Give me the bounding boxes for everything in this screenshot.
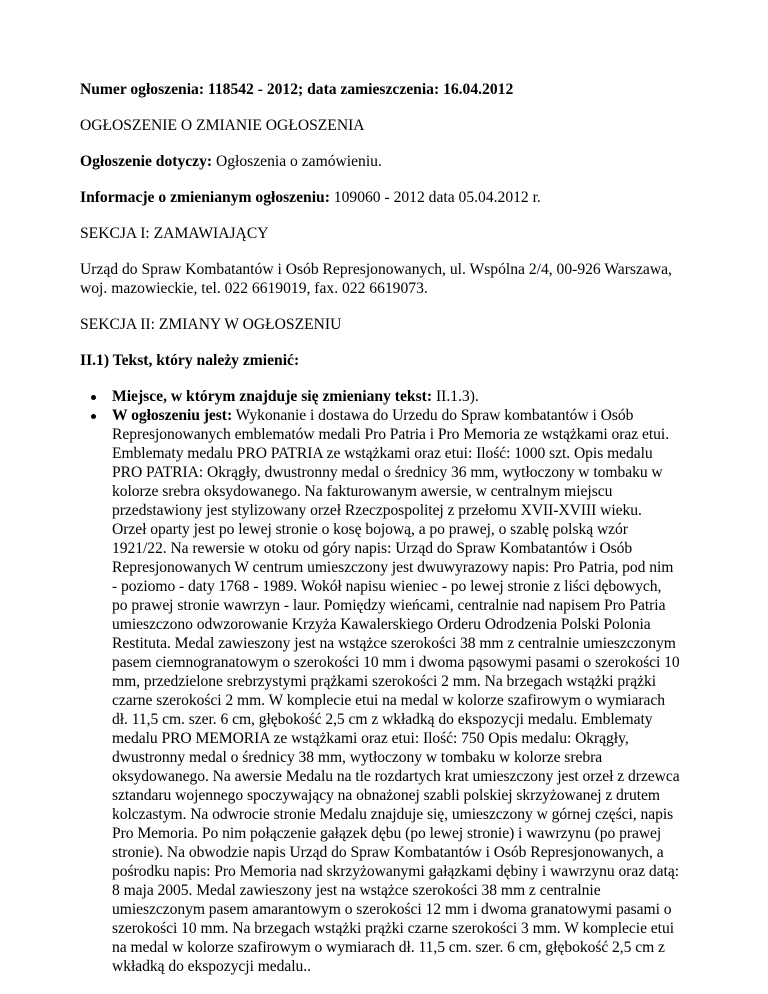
document-page bbox=[80, 80, 680, 976]
notice-about-value: Ogłoszenia o zamówieniu. bbox=[212, 153, 382, 170]
current-text-label: W ogłoszeniu jest: bbox=[112, 407, 233, 424]
change-location-value: II.1.3). bbox=[432, 388, 479, 405]
change-location-label: Miejsce, w którym znajduje się zmieniany tekst: bbox=[112, 388, 433, 405]
notice-about bbox=[80, 152, 680, 171]
current-text-value: Wykonanie i dostawa do Urzedu do Spraw kombatantów i Osób Represjonowanych emblematów medali Pro Patria i Pro Memoria ze wstążkami oraz etui. Emblematy medalu PRO PATRIA ze wstążkami oraz etui: Ilość: 1000 szt. Opis medalu PRO PATRIA: Okrągły, dwustronny medal o średnicy 36 mm, wytłoczony w tombaku w kolorze srebra oksydowanego. Na fakturowanym awersie, w centralnym miejscu przedstawiony jest stylizowany orzeł Rzeczpospolitej z przełomu XVII-XVIII wieku. Orzeł oparty jest po lewej stronie o kosę bojową, a po prawej, o szablę polską wzór 1921/22. Na rewersie w otoku od góry napis: Urząd do Spraw Kombatantów i Osób Represjonowanych W centrum umieszczony jest dwuwyrazowy napis: Pro Patria, pod nim - poziomo - daty 1768 - 1989. Wokół napisu wieniec - po lewej stronie z liści dębowych, po prawej stronie wawrzyn - laur. Pomiędzy wieńcami, centralnie nad napisem Pro Patria umieszczono odwzorowanie Krzyża Kawalerskiego Orderu Odrodzenia Polski Polonia Restituta. Medal zawieszony jest na wstążce szerokości 38 mm z centralnie umieszczonym pasem ciemnogranatowym o szerokości 10 mm i dwoma pąsowymi pasami o szerokości 10 mm, przedzielone srebrzystymi prążkami szerokości 2 mm. Na brzegach wstążki prążki czarne szerokości 2 mm. W komplecie etui na medal w kolorze szafirowym o wymiarach dł. 11,5 cm. szer. 6 cm, głębokość 2,5 cm z wkładką do ekspozycji medalu. Emblematy medalu PRO MEMORIA ze wstążkami oraz etui: Ilość: 750 Opis medalu: Okrągły, dwustronny medal o średnicy 38 mm, wytłoczony w tombaku w kolorze srebra oksydowanego. Na awersie Medalu na tle rozdartych krat umieszczony jest orzeł z drzewca sztandaru wojennego spoczywający na obnażonej szabli polskiej skrzyżowanej z drutem kolczastym. Na odwrocie stronie Medalu znajduje się, umieszczony w górnej części, napis Pro Memoria. Po nim połączenie gałązek dębu (po lewej stronie) i wawrzynu (po prawej stronie). Na obwodzie napis Urząd do Spraw Kombatantów i Osób Represjonowanych, a pośrodku napis: Pro Memoria nad skrzyżowanymi gałązkami dębiny i wawrzynu oraz datą: 8 maja 2005. Medal zawieszony jest na wstążce szerokości 38 mm z centralnie umieszczonym pasem amarantowym o szerokości 12 mm i dwoma granatowymi pasami o szerokości 10 mm. Na brzegach wstążki prążki czarne szerokości 3 mm. W komplecie etui na medal w kolorze szafirowym o wymiarach dł. 11,5 cm. szer. 6 cm, głębokość 2,5 cm z wkładką do ekspozycji medalu.. bbox=[112, 407, 680, 975]
notice-number-label: Numer ogłoszenia: 118542 - 2012; data zamieszczenia: 16.04.2012 bbox=[80, 81, 514, 98]
changed-notice-label: Informacje o zmienianym ogłoszeniu: bbox=[80, 189, 330, 206]
notice-number-header bbox=[80, 80, 680, 99]
bullet-icon bbox=[91, 414, 96, 419]
list-item bbox=[112, 387, 680, 406]
list-item bbox=[112, 406, 680, 976]
section2-subheading-label: II.1) Tekst, który należy zmienić: bbox=[80, 352, 300, 369]
bullet-icon bbox=[91, 395, 96, 400]
changed-notice-info bbox=[80, 188, 680, 207]
changed-notice-value: 109060 - 2012 data 05.04.2012 r. bbox=[329, 189, 541, 206]
contracting-authority-address: Urząd do Spraw Kombatantów i Osób Represjonowanych, ul. Wspólna 2/4, 00-926 Warszawa, woj. mazowieckie, tel. 022 6619019, fax. 022 6619073. bbox=[80, 261, 672, 297]
section1-heading: SEKCJA I: ZAMAWIAJĄCY bbox=[80, 225, 269, 242]
section2-heading: SEKCJA II: ZMIANY W OGŁOSZENIU bbox=[80, 316, 342, 333]
document-title: OGŁOSZENIE O ZMIANIE OGŁOSZENIA bbox=[80, 117, 365, 134]
changes-list bbox=[80, 387, 680, 976]
notice-about-label: Ogłoszenie dotyczy: bbox=[80, 153, 213, 170]
section2-subheading bbox=[80, 351, 680, 370]
